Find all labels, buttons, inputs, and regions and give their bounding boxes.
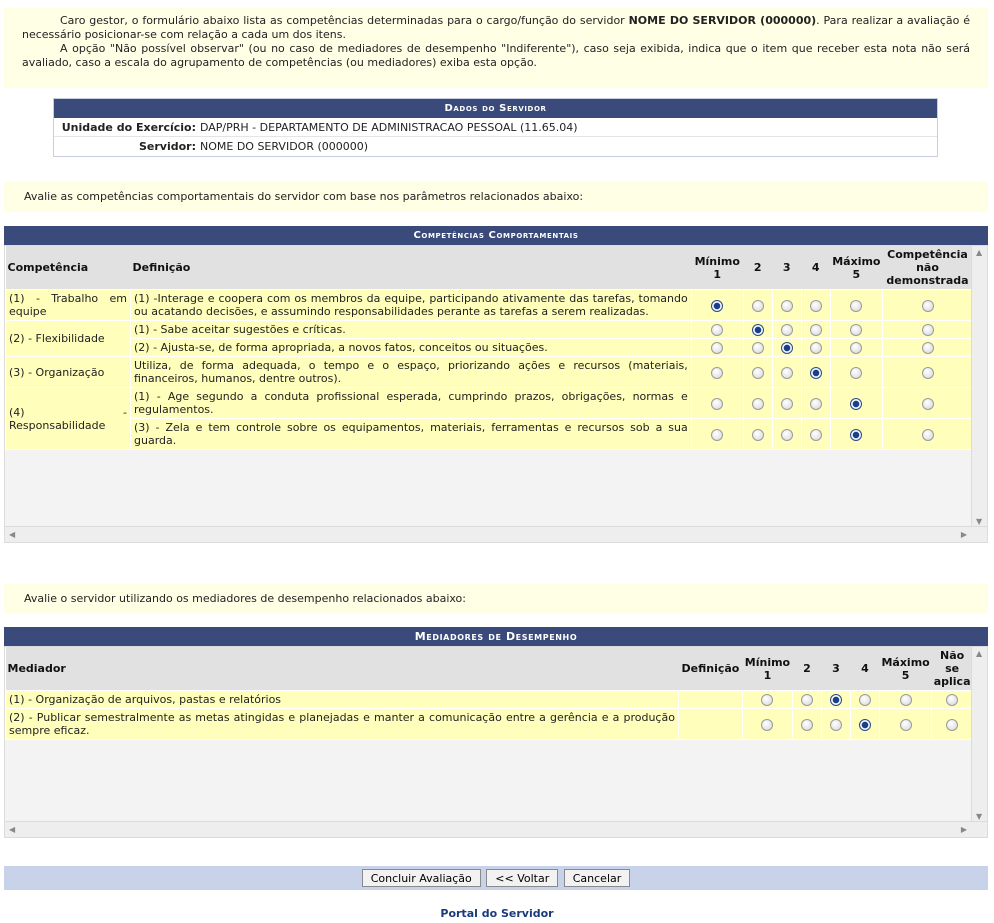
table-row [6,339,973,357]
servidor-label: Servidor: [138,140,196,153]
rating-cell [879,709,931,740]
col-med-minimo: Mínimo 1 [742,647,792,691]
competencia-definicao: Utiliza, de forma adequada, o tempo e o espaço, priorizando ações e recursos (materiais, financeiros, humanos, dentre outros). [131,357,692,388]
rating-cell [830,357,882,388]
rating-cell [932,691,973,709]
col-med-3: 3 [821,647,850,691]
rating-radio[interactable] [922,324,934,336]
rating-cell [801,290,830,321]
rating-cell [883,339,973,357]
table-row [6,388,973,419]
mediador-rating-radio[interactable] [900,719,912,731]
col-med-maximo: Máximo 5 [879,647,931,691]
rating-cell [772,419,801,450]
col-4: 4 [801,246,830,290]
rating-cell [743,290,772,321]
col-med-nao-aplica: Não se aplica [932,647,973,691]
rating-cell [883,419,973,450]
rating-radio[interactable] [810,324,822,336]
rating-cell [742,709,792,740]
rating-radio[interactable] [850,367,862,379]
dados-servidor-title: Dados do Servidor [54,99,937,118]
rating-cell [883,290,973,321]
rating-radio[interactable] [922,342,934,354]
rating-radio[interactable] [850,429,862,441]
rating-radio[interactable] [810,342,822,354]
table-row [6,691,973,709]
mediador-rating-radio[interactable] [946,719,958,731]
rating-radio[interactable] [711,324,723,336]
rating-cell [691,290,743,321]
rating-radio[interactable] [810,367,822,379]
rating-cell [691,321,743,339]
mediador-rating-radio[interactable] [859,719,871,731]
col-2: 2 [743,246,772,290]
table-row [6,709,973,740]
rating-cell [821,691,850,709]
mediadores-hscrollbar[interactable]: ◀ ▶ [5,821,987,837]
rating-cell [743,419,772,450]
rating-cell [691,388,743,419]
rating-cell [879,691,931,709]
rating-radio[interactable] [752,324,764,336]
rating-radio[interactable] [850,324,862,336]
comp-instruction: Avalie as competências comportamentais do servidor com base nos parâmetros relacionados abaixo: [4,182,988,212]
competencias-panel [4,226,988,543]
rating-radio[interactable] [850,300,862,312]
rating-cell [883,321,973,339]
mediador-definicao [678,709,742,740]
rating-radio[interactable] [781,300,793,312]
rating-radio[interactable] [781,342,793,354]
rating-radio[interactable] [752,398,764,410]
intro-notice [4,8,988,88]
mediador-rating-radio[interactable] [801,719,813,731]
mediador-rating-radio[interactable] [761,719,773,731]
rating-cell [830,419,882,450]
col-nao-demonstrada: Competência não demonstrada [883,246,973,290]
rating-cell [792,691,821,709]
intro-text-a: Caro gestor, o formulário abaixo lista as competências determinadas para o cargo/função do servidor [60,14,629,27]
rating-radio[interactable] [922,398,934,410]
mediadores-table [5,647,973,740]
rating-radio[interactable] [850,342,862,354]
rating-cell [883,388,973,419]
rating-cell [743,357,772,388]
mediadores-vscrollbar[interactable]: ▲ ▼ [971,647,987,823]
rating-cell [830,321,882,339]
rating-radio[interactable] [781,324,793,336]
rating-cell [743,388,772,419]
mediador-rating-radio[interactable] [830,694,842,706]
mediador-rating-radio[interactable] [859,694,871,706]
competencia-definicao: (1) - Age segundo a conduta profissional esperada, cumprindo prazos, obrigações, normas e regulamentos. [131,388,692,419]
rating-radio[interactable] [850,398,862,410]
rating-cell [850,709,879,740]
rating-radio[interactable] [781,367,793,379]
col-minimo: Mínimo 1 [691,246,743,290]
mediador-rating-radio[interactable] [801,694,813,706]
servidor-value: NOME DO SERVIDOR (000000) [200,140,369,153]
mediador-definicao [678,691,742,709]
competencia-definicao: (1) -Interage e coopera com os membros da equipe, participando ativamente das tarefas, tomando ou acatando decisões, e assumindo responsabilidades perante as tarefas a serem realizadas. [131,290,692,321]
med-instruction: Avalie o servidor utilizando os mediadores de desempenho relacionados abaixo: [4,584,988,614]
rating-cell [792,709,821,740]
rating-cell [691,419,743,450]
mediador-name: (1) - Organização de arquivos, pastas e relatórios [6,691,679,709]
competencia-name: (2) - Flexibilidade [6,321,131,357]
competencias-hscrollbar[interactable]: ◀ ▶ [5,526,987,542]
competencias-title: Competências Comportamentais [4,226,988,245]
rating-cell [801,388,830,419]
mediador-rating-radio[interactable] [830,719,842,731]
col-mediador: Mediador [6,647,679,691]
table-row [6,357,973,388]
col-med-4: 4 [850,647,879,691]
competencia-name: (4) - Responsabilidade [6,388,131,450]
rating-cell [932,709,973,740]
rating-cell [830,339,882,357]
rating-cell [801,419,830,450]
rating-radio[interactable] [752,367,764,379]
unidade-label: Unidade do Exercício: [61,121,196,134]
rating-radio[interactable] [781,429,793,441]
mediadores-scroll-area [4,646,988,838]
rating-cell [850,691,879,709]
competencia-definicao: (1) - Sabe aceitar sugestões e críticas. [131,321,692,339]
rating-radio[interactable] [711,342,723,354]
competencias-table [5,246,973,450]
rating-radio[interactable] [711,367,723,379]
rating-cell [743,339,772,357]
rating-cell [742,691,792,709]
voltar-button[interactable]: << Voltar [486,869,558,887]
rating-radio[interactable] [781,398,793,410]
action-bar [4,866,988,890]
rating-cell [772,290,801,321]
col-med-2: 2 [792,647,821,691]
rating-radio[interactable] [810,398,822,410]
competencias-vscrollbar[interactable]: ▲ ▼ [971,246,987,528]
rating-radio[interactable] [810,429,822,441]
competencia-name: (1) - Trabalho em equipe [6,290,131,321]
rating-cell [830,388,882,419]
rating-cell [772,357,801,388]
rating-radio[interactable] [752,342,764,354]
rating-radio[interactable] [752,300,764,312]
table-row [6,290,973,321]
dados-servidor-panel [53,98,938,157]
rating-radio[interactable] [752,429,764,441]
unidade-value: DAP/PRH - DEPARTAMENTO DE ADMINISTRACAO PESSOAL (11.65.04) [200,121,578,134]
cancelar-button[interactable]: Cancelar [564,869,631,887]
rating-cell [691,339,743,357]
table-row [6,321,973,339]
rating-cell [801,357,830,388]
rating-radio[interactable] [711,398,723,410]
mediador-rating-radio[interactable] [946,694,958,706]
mediador-rating-radio[interactable] [900,694,912,706]
col-maximo: Máximo 5 [830,246,882,290]
col-med-definicao: Definição [678,647,742,691]
rating-radio[interactable] [922,367,934,379]
competencia-definicao: (3) - Zela e tem controle sobre os equipamentos, materiais, ferramentas e recursos sob a sua guarda. [131,419,692,450]
mediador-name: (2) - Publicar semestralmente as metas atingidas e planejadas e manter a comunicação entre a gerência e a produção sempre eficaz. [6,709,679,740]
rating-cell [821,709,850,740]
table-row [6,419,973,450]
rating-cell [691,357,743,388]
rating-radio[interactable] [922,300,934,312]
rating-cell [883,357,973,388]
col-definicao: Definição [131,246,692,290]
mediadores-panel [4,627,988,838]
rating-cell [772,339,801,357]
rating-cell [801,321,830,339]
mediador-rating-radio[interactable] [761,694,773,706]
portal-servidor-link[interactable]: Portal do Servidor [440,907,554,920]
intro-server-name: NOME DO SERVIDOR (000000) [628,14,817,27]
rating-cell [801,339,830,357]
concluir-avaliacao-button[interactable]: Concluir Avaliação [362,869,481,887]
competencias-scroll-area [4,245,988,543]
rating-cell [830,290,882,321]
rating-radio[interactable] [810,300,822,312]
col-3: 3 [772,246,801,290]
rating-cell [772,321,801,339]
competencia-definicao: (2) - Ajusta-se, de forma apropriada, a novos fatos, conceitos ou situações. [131,339,692,357]
col-competencia: Competência [6,246,131,290]
rating-radio[interactable] [711,300,723,312]
rating-radio[interactable] [922,429,934,441]
rating-radio[interactable] [711,429,723,441]
rating-cell [772,388,801,419]
intro-text-p2: A opção "Não possível observar" (ou no caso de mediadores de desempenho "Indiferente"), caso seja exibida, indica que o item que receber esta nota não será avaliado, caso a escala do agrupamento de competências (ou mediadores) exiba esta opção. [22,42,970,69]
competencia-name: (3) - Organização [6,357,131,388]
mediadores-title: Mediadores de Desempenho [4,627,988,646]
rating-cell [743,321,772,339]
intro-text-b: . Para realizar a avaliação é necessário posicionar-se com relação a cada um dos itens. [22,14,971,41]
